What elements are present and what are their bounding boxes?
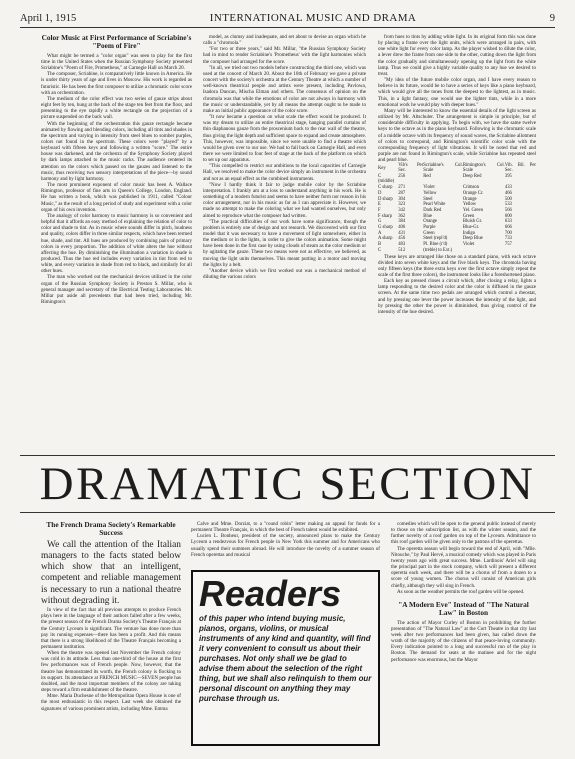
paragraph: The analogy of color harmony to music harmony is so convenient and helpful that it affords an easy method of explaining the relation of color to color and shade to tint. As in music where sounds differ in pitch, loudness and quality, colors differ in three similar respects, which have been termed hue, shade, and tint. All hues are produced by combining pairs of primary colors in every proportion. The addition of white alters the hue without affecting the hue. By diminishing the illumination a variation in shade is produced. Thus the hue red includes every variation in tint from red to white, and every variation in shade from red to black, and similarly for all other hues. (41, 212, 192, 275)
table-cell: Yellow (462, 202, 477, 208)
article1-column-3 (378, 34, 536, 315)
table-cell: D sharp (378, 196, 393, 202)
table-cell: 406 (398, 225, 406, 231)
table-cell: Deep Blue (462, 236, 483, 242)
table-cell: 500 (504, 196, 512, 202)
paragraph: Calve and Mme. Dorziat, to a "round robin" letter making an appeal for funds for a permanent Theatre Français, in which the best of French talent would be exhibited. (191, 521, 380, 534)
table-cell: 384 (398, 219, 406, 225)
table-header: Vib's Per Sec. (398, 163, 424, 174)
paragraph: What might be termed a "color organ" was seen to play for the first time in the United States when the Russian Symphony Society presented Scriabine's "Poem of Fire, Prometheus," at Carnegie Hall on March 20. (41, 52, 192, 72)
article2-lead: We call the attention of the Italian managers to the facts stated below which show that an intelligent, competent and reliable management is necessary to run a national theatre without degrading it. (41, 539, 181, 606)
article1-column-2 (203, 34, 366, 280)
paragraph: The medium of the color effect was two series of gauze strips about eight feet by ten, hung at the back of the stage ten feet from the floor, and presenting to the eye rapidly a white rectangle on the projection of a picture suspended on the back wall. (41, 95, 192, 121)
table-cell: 395 (504, 173, 512, 179)
table-cell: C (middle) (378, 173, 395, 185)
table-cell: Pl. Blue (r'd) (423, 242, 448, 248)
table-cell: 483 (398, 242, 406, 248)
table-cell: Blue (423, 213, 433, 219)
paragraph: Many will be interested to know the essential details of the light screen as utilized by Mr. Altschuler. The arrangement is simple in principle, but of considerable difficulty in applying. To begin with, we have the same twelve keys to the octave as in the piano keyboard. Following is the chromatic scale of a middle octave with its frequency of sound waves, the Scriabine allotment of colors to correspond, and Rimington's scientific color scale with the corresponding frequency of light vibrations. It will be noted that red and purple are not found in Rimington's scale, while Scriabine has repeated steel and pearl blue. (378, 107, 536, 164)
table-cell: 342 (398, 207, 406, 213)
paragraph: The man who worked out the mechanical devices utilized in the color organ of the Russian Symphony Society is Preston S. Millar, who is general manager and secretary of the Electrical Testing Laboratories. Mr. Millar put aside all precedents that had been tried, including Mr. Rimington's (41, 274, 192, 306)
page-number: 9 (549, 13, 555, 24)
table-cell: C sharp (378, 185, 393, 191)
table-cell: Green (423, 230, 435, 236)
table-cell: Violet (423, 185, 435, 191)
table-cell: G (378, 219, 382, 225)
table-cell: Steel (repl'd) (423, 236, 448, 242)
table-cell: 512 (398, 247, 406, 253)
table-cell: 256 (398, 173, 406, 179)
paragraph: from hues to tints by adding white light. In its original form this was done by placing a frame over the light units, which were arranged in pairs, with one white light for every color lamp. As the player wished to dilute the color, a lever drew the frame from one side to the other, cutting down the light from the color gradually and simultaneously opening up the light from the white lamp. Thus we could give a highly variable quality to any hue we desired to treat. (378, 34, 536, 77)
article1-title: Color Music at First Performance of Scriabine's "Poem of Fire" (41, 33, 192, 51)
page-header (20, 8, 555, 24)
table-cell: Purple (423, 225, 436, 231)
paragraph: The action of Mayor Curley of Boston in prohibiting the further presentation of "The Natural Law" at the Cort Theatre in that city last week after two performances had been given, has called down the wrath of the majority of the citizens of that peace-loving community. Every indication pointed to a long and successful run of the play in Boston. The demand for seats at the matinee and for the night performance was enormous, but the Mayor (391, 619, 536, 663)
paragraph: Each key as pressed closes a circuit which, after closing a relay, lights a lamp responding to the desired color and the color is diffused in the gauze screen. At the same time two pedals are arranged which control a rheostat, and by pressing one lever the power increases the intensity of the light, and by pressing the other the power is diminished, thus giving control of the intensity of the hue desired. (378, 278, 536, 315)
paragraph: With the beginning of the orchestration this gauze rectangle became animated by flowing and blending colors, including all tints and shades in the spectrum and varying in intensity from steel blues to somber purples, colors not found in the spectrum. These colors were "played" by a keyboard with fifteen keys and following a written "score." The entire house was darkened, and the orchestra of the Symphony Society played by dark lamps attached to the music racks. The audience centered its attention on the colors which passed on the gauzes and listened to the music, thus receiving two sensory interpretations of the piece—by sound harmony and by light harmony. (41, 120, 192, 182)
table-header: Rimington's Col. Scale (462, 163, 505, 174)
publication-title: INTERNATIONAL MUSIC AND DRAMA (209, 12, 417, 24)
paragraph: "My idea of the future mobile color organ, and I have every reason to believe in its future, would be to have a series of keys like a piano keyboard, which would give all the tones from the deepest to the lightest, as in music. This, in a light fantasy, one would use the lighter tints, while in a more emotional work he would play with deeper hues." (378, 77, 536, 108)
table-cell: 433 (504, 185, 512, 191)
paragraph: "It now became a question on what scale the effect would be produced. It was my dream to utilize an entire theatrical stage, hanging parallel curtains of thin diaphanous gauze from the proscenium back to the rear wall of the theatre, thus giving the light depth and sufficient space to expand and create atmosphere. This, however, was impossible, since we were unable to find a theatre which would be given over to our use. We had to fall back on Carnegie Hall, and even there we were limited to four feet of stage at the back of the platform on which to set up our apparatus. (203, 114, 366, 164)
table-cell: 533 (504, 202, 512, 208)
paragraph: When the theatre was opened last November the French colony was cold in its attitude. Less than one-third of the house at the first few performances was of French people. Now, however, that the theatre has demonstrated its worth, the French colony is flocking to its support. Its attendance at FRENCH MUSIC—SEVEN people has doubled, and the most important members of the colony are taking steps toward a firm establishment of the theatre. (41, 650, 181, 694)
table-cell: (treble) to Ext.) (423, 247, 453, 253)
table-cell: F sharp (378, 213, 392, 219)
table-cell: G sharp (378, 225, 393, 231)
table-cell: A sharp (378, 236, 393, 242)
table-cell: 600 (504, 213, 512, 219)
table-cell: Red (423, 173, 431, 179)
article2-title: The French Drama Society's Remarkable Success (46, 520, 176, 538)
table-cell: D (378, 190, 382, 196)
table-cell: Steel (423, 196, 433, 202)
table-cell: Dark Red (423, 207, 442, 213)
paragraph: "The practical difficulties of our work have some significance, though the problem is entirely one of design and not research. We discovered with our first model that it was necessary to have a movement of light somewhere, either in the medium or in the lights, in order to give the colors animation. Some might have been done in the first case by using clouds of steam as the color medium or by agitating the gauze. These two means were not as effective, we believed, as moving the light units themselves. This meant putting in a motor and moving the lights by a belt. (203, 218, 366, 268)
table-row (378, 174, 536, 185)
paragraph: The operetta season will begin toward the end of April, with "Mlle. Nitouche," by Paul Hervé, a musical comedy which was played in Paris twenty years ago with great success. Mme. Lardinois' Ariel will sing the principal part in the stock company, which will present a different operetta each week, and there will be a chorus of from a dozen to a score of young women. The chorus will consist of American girls chiefly, although they will sing in French. (391, 545, 536, 589)
section-rule-bottom (20, 512, 555, 513)
table-cell: 666 (504, 225, 512, 231)
paragraph: Mme. Maria Duchesne of the Metropolitan Opera House is one of the most enthusiastic in this respect. Last week she obtained the signatures of various prominent artists, including Mme. Emma (41, 693, 181, 712)
table-cell: 287 (398, 190, 406, 196)
section-rule-top (20, 455, 555, 456)
advertisement-text: of this paper who intend buying music, pianos, organs, violins, or musical instruments of any kind and quantity, will find it very convenient to consult us about their purchases. Not only shall we be glad to advise them about the selection of the right thing, but we shall also relinquish to them our personal discount on anything they may purchase through us. (199, 614, 372, 703)
table-cell: Pearl White (423, 202, 446, 208)
table-cell: Yellow (423, 190, 437, 196)
table-cell: 271 (398, 185, 406, 191)
paragraph: The composer, Scriabine, is comparatively little known in America. He is under thirty years of age and lives in Moscow. His work is regarded as futuristic. He has been the first composer to utilize a chromatic color score with an orchestration. (41, 71, 192, 96)
paragraph: As soon as the weather permits the roof garden will be opened. (397, 588, 525, 595)
table-cell: Violet (462, 242, 475, 248)
table-header-row (378, 163, 536, 173)
table-cell: Orange (423, 219, 437, 225)
article3-title: "A Modern Eve" Instead of "The Natural Law" in Boston (398, 599, 529, 618)
table-cell: 362 (398, 213, 406, 219)
table-cell: Orange (462, 196, 477, 202)
table-header: Scriabine's Col. Scale (423, 163, 463, 174)
table-cell: 304 (398, 196, 406, 202)
table-cell: 700 (504, 230, 512, 236)
article1-column-1 (41, 34, 192, 305)
paragraph: comedies which will be open to the general public instead of merely to those on the subscription list, as with the winter season, and the further novelty of a roof garden on top of the Lyceum. Admittance to this roof garden will be given only to the patrons of the operettas. (391, 521, 536, 546)
table-cell: 323 (398, 202, 406, 208)
paragraph: "This compelled to restrict our ambitions to the local capacities of Carnegie Hall, we resolved to make the color device simply an instrument in the orchestra and not as an equal effect as the combined instruments. (203, 163, 366, 182)
section-title: DRAMATIC SECTION (39, 458, 536, 510)
article2-column-3 (391, 521, 536, 663)
table-cell: 431 (398, 230, 406, 236)
paragraph: These keys are arranged like those on a standard piano, with each octave divided into seven white keys and the five black keys. The chromola having only fifteen keys (the three extra keys over the first octave simply repeat the scale of the first three colors), the instrument looks like a foreshortened piano. (378, 253, 536, 278)
table-cell: B (378, 242, 382, 248)
table-body (378, 174, 536, 254)
table-cell: 633 (504, 219, 512, 225)
table-cell: Green (462, 213, 475, 219)
table-cell: Orange Cr. (462, 190, 484, 196)
table-cell: 466 (504, 190, 512, 196)
table-header: Vib. Bil. Per Sec. (504, 163, 536, 174)
table-cell: Crimson (462, 185, 479, 191)
paragraph: "Another device which we first worked out was a mechanical method of diluting the various colors (203, 267, 366, 281)
table-cell: Blue-Gr. (462, 225, 480, 231)
table-cell: Yel. Green (462, 207, 483, 213)
paragraph: In view of the fact that all previous attempts to produce French plays here in the language of their authors failed after a few weeks, the present season of the French Drama Society's Theatre Français at the Century Lyceum is significant. The venture has done more than pay its running expenses—there has been a profit. And this means that there is a strong likelihood of the Theatre Français becoming a permanent institution. (41, 607, 181, 650)
table-cell: 456 (398, 236, 406, 242)
paragraph: "For two or three years," said Mr. Millar, "the Russian Symphony Society had in mind to render Scriabine's 'Prometheus' with the light harmonies which the composer had arranged for the score. (203, 46, 366, 65)
table-cell: Indigo (462, 230, 476, 236)
table-header: Key (378, 165, 386, 171)
table-cell: F (378, 207, 381, 213)
table-cell: E (378, 202, 381, 208)
color-scale-table (378, 163, 536, 253)
paragraph: Lucien L. Bonheur, president of the society, announced plans to make the Century Lyceum a rendezvous for French people in New York this summer and for Americans who usually spend their summers abroad. He will introduce the novelty of a summer season of French operettas and musical (191, 533, 380, 558)
paragraph: "Now I hardly think it fair to judge mobile color by the Scriabine interpretation. I frankly am at a loss to understand anything in his work. He is something of a modern futurist and seems to have neither form nor reason in his color arrangement, nor in his music as far as I can appreciate it. However, we made no attempt to make the coloring what we had wanted ourselves, but only aimed to reproduce what the composer had written. (203, 181, 366, 219)
table-cell: 757 (504, 242, 512, 248)
readers-advertisement (191, 570, 380, 746)
table-cell: Bluish Gr. (462, 219, 483, 225)
table-cell: 733 (504, 236, 512, 242)
paragraph: "In all, we tried out two models before constructing the third one, which was used at the concert of March 20. About the 10th of February we gave a private concert with the society's orchestra at the Century Theatre at which a number of well-known theatrical people and artists were present, including Pavlowa, Isadora Duncan, Mischa Elman and others. The consensus of opinion on the chromola was that while the emotions of color are not always in harmony with the music or understandable, yet by all means the attempt ought to be made to make an initial public appearance of the color score. (203, 64, 366, 114)
issue-date: April 1, 1915 (20, 13, 77, 24)
table-cell: 566 (504, 207, 512, 213)
table-cell: Deep Red (462, 173, 482, 179)
header-rule (20, 27, 555, 28)
table-cell: C (378, 247, 382, 253)
paragraph: model, as clumsy and inadequate, and set about to devise an organ which he calls a "chromola." (203, 34, 366, 47)
article2-column-2 (191, 521, 380, 558)
table-cell: A (378, 230, 382, 236)
advertisement-heading: Readers (199, 573, 342, 614)
paragraph: The most prominent exponent of color music has been A. Wallace Rimington, professor of fine arts in Queen's College, London, England. He has written a book, which was published in 1911, called "Colour Music," as the result of a long period of study and experiment with a color organ of his own invention. (41, 182, 192, 213)
article2-column-1 (41, 521, 181, 712)
